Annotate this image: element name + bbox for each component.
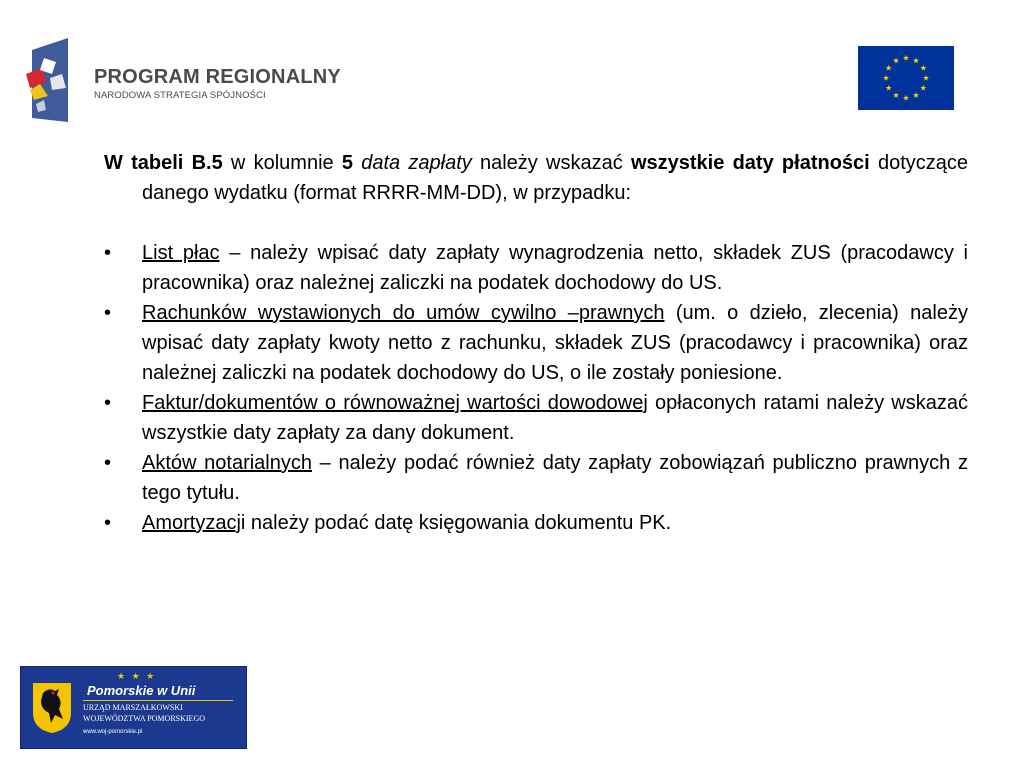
eu-flag-icon: [858, 46, 954, 110]
item-heading: Aktów notarialnych: [142, 452, 312, 474]
intro-text: dotyczące danego wydatku (format RRRR-MM-DD), w przypadku:: [142, 152, 968, 204]
list-item: [104, 388, 968, 448]
intro-paragraph: [104, 148, 968, 208]
list-item: [104, 298, 968, 388]
item-text: opłaconych ratami należy wskazać wszystkie daty zapłaty za dany dokument.: [142, 392, 968, 444]
intro-space: [353, 152, 361, 174]
item-heading: Amortyzacj: [142, 512, 241, 534]
office-line-2: WOJEWÓDZTWA POMORSKIEGO: [83, 714, 205, 723]
pomorskie-title: Pomorskie w Unii: [87, 683, 196, 698]
bullet: •: [104, 452, 112, 474]
intro-column-number: 5: [341, 152, 353, 174]
bullet: •: [104, 512, 112, 534]
intro-emphasis: wszystkie daty płatności: [630, 152, 870, 174]
website-link[interactable]: www.woj-pomorskie.pl: [83, 729, 143, 735]
office-line-1: URZĄD MARSZAŁKOWSKI: [83, 703, 183, 712]
divider: [83, 700, 233, 701]
list-item: [104, 508, 968, 538]
pomorskie-stars: ★ ★ ★: [117, 671, 157, 681]
list-item: [104, 448, 968, 508]
item-text: i należy podać datę księgowania dokumentu PK.: [240, 512, 672, 534]
main-content: [104, 148, 968, 538]
program-subtitle: NARODOWA STRATEGIA SPÓJNOŚCI: [94, 90, 266, 101]
item-heading: Faktur/dokumentów o równoważnej wartości dowodowej: [142, 392, 648, 414]
griffin-icon: [29, 679, 75, 735]
item-heading: Rachunków wystawionych do umów cywilno –prawnych: [142, 302, 665, 324]
list-item: [104, 238, 968, 298]
program-title: PROGRAM REGIONALNY: [94, 66, 341, 88]
item-text: (um. o dzieło, zlecenia) należy wpisać daty zapłaty kwoty netto z rachunku, składek ZUS (pracodawcy i pracownika) oraz należnej zaliczki na podatek dochodowy do US, o ile zostały poniesione.: [142, 302, 968, 384]
bullet: •: [104, 302, 112, 324]
bullet: •: [104, 242, 112, 264]
item-text: – należy wpisać daty zapłaty wynagrodzenia netto, składek ZUS (pracodawcy i pracownika) oraz należnej zaliczki na podatek dochodowy do US.: [142, 242, 968, 294]
nss-emblem-icon: [22, 38, 86, 122]
intro-text: w kolumnie: [222, 152, 342, 174]
intro-column-name: data zapłaty: [361, 152, 472, 174]
item-text: – należy podać również daty zapłaty zobowiązań publiczno prawnych z tego tytułu.: [142, 452, 968, 504]
payment-date-list: [104, 238, 968, 538]
intro-table-ref: W tabeli B.5: [104, 152, 223, 174]
intro-text: należy wskazać: [471, 152, 631, 174]
item-heading: List płac: [142, 242, 220, 264]
program-regionalny-logo: [22, 38, 341, 122]
spacer: [104, 208, 968, 238]
pomorskie-logo: [20, 666, 247, 749]
bullet: •: [104, 392, 112, 414]
